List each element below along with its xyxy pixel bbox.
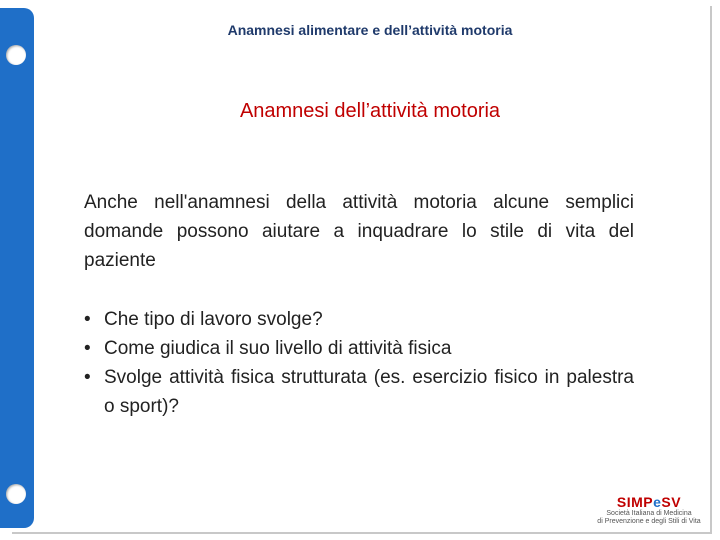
binder-bar bbox=[0, 8, 34, 528]
list-item-text: Che tipo di lavoro svolge? bbox=[104, 309, 323, 330]
logo-caption-line2: di Prevenzione e degli Stili di Vita bbox=[597, 518, 701, 525]
list-item bbox=[84, 363, 634, 421]
list-item bbox=[84, 334, 634, 363]
logo-mark-left: SIMP bbox=[616, 494, 654, 510]
section-subtitle: Anamnesi dell’attività motoria bbox=[239, 100, 501, 122]
logo-mark-e: e bbox=[653, 494, 662, 510]
intro-paragraph: Anche nell'anamnesi della attività motoria alcune semplici domande possono aiutare a inquadrare lo stile di vita del paziente bbox=[84, 192, 634, 271]
simpesv-logo bbox=[592, 494, 706, 526]
bullet-icon: • bbox=[84, 309, 91, 330]
logo-mark-right: SV bbox=[661, 494, 682, 510]
logo-mark bbox=[592, 494, 706, 510]
bullet-icon: • bbox=[84, 367, 91, 388]
logo-caption-line1: Società Italiana di Medicina bbox=[606, 510, 692, 517]
page-title: Anamnesi alimentare e dell’attività motoria bbox=[227, 22, 513, 38]
binder-ring-bottom bbox=[6, 484, 26, 504]
question-list bbox=[84, 305, 634, 421]
bullet-icon: • bbox=[84, 338, 91, 359]
list-item-text: Svolge attività fisica strutturata (es. esercizio fisico in palestra o sport)? bbox=[104, 367, 634, 417]
list-item-text: Come giudica il suo livello di attività fisica bbox=[104, 338, 452, 359]
list-item bbox=[84, 305, 634, 334]
binder-ring-top bbox=[6, 45, 26, 65]
